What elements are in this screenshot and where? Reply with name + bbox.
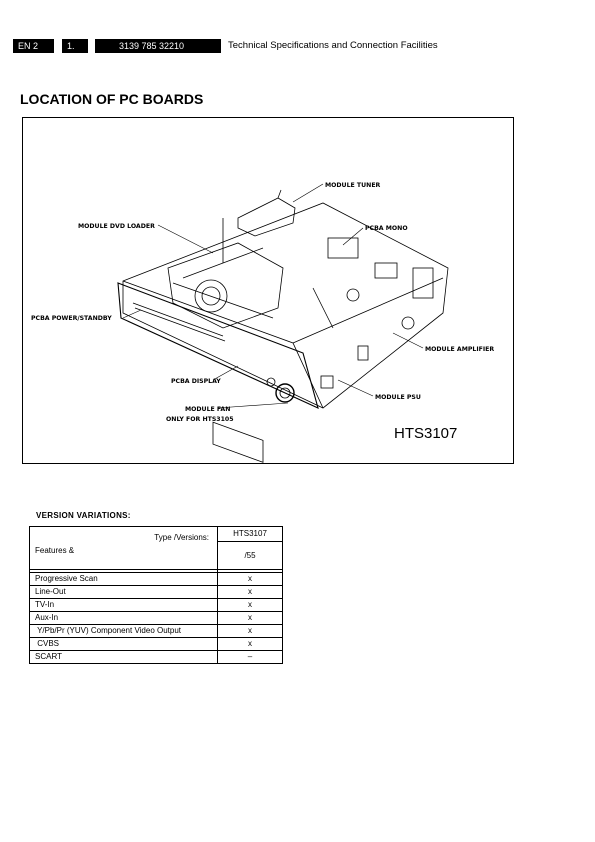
feature-cell: Aux-In bbox=[30, 612, 218, 625]
page-title: LOCATION OF PC BOARDS bbox=[20, 91, 204, 107]
features-header-cell bbox=[30, 527, 218, 570]
psu-part-2 bbox=[321, 376, 333, 388]
callout-pcba-display: PCBA DISPLAY bbox=[171, 378, 221, 385]
features-label: Features & bbox=[35, 546, 75, 555]
value-cell: x bbox=[218, 599, 283, 612]
callout-module-fan: MODULE FAN bbox=[185, 406, 231, 413]
value-cell: x bbox=[218, 612, 283, 625]
mono-connector bbox=[328, 238, 358, 258]
version-variations-table bbox=[29, 526, 283, 664]
feature-cell: SCART bbox=[30, 651, 218, 664]
loader-rail bbox=[173, 283, 273, 318]
model-label: HTS3107 bbox=[394, 425, 458, 442]
header-docnumber-box bbox=[95, 39, 221, 53]
table-row bbox=[30, 612, 283, 625]
rear-connector bbox=[375, 263, 397, 278]
pc-boards-figure bbox=[22, 117, 514, 464]
callout-module-fan-note: ONLY FOR HTS3105 bbox=[166, 416, 234, 423]
model-header-cell: HTS3107 bbox=[218, 527, 283, 542]
table-row bbox=[30, 638, 283, 651]
callout-module-psu: MODULE PSU bbox=[375, 394, 421, 401]
feature-cell: Line-Out bbox=[30, 586, 218, 599]
header-doc-number: 3139 785 32210 bbox=[119, 41, 185, 51]
rear-jacks bbox=[413, 268, 433, 298]
value-cell: – bbox=[218, 651, 283, 664]
chassis-drawing bbox=[23, 118, 514, 464]
table-header-row bbox=[30, 527, 283, 542]
feature-cell: Y/Pb/Pr (YUV) Component Video Output bbox=[30, 625, 218, 638]
psu-part bbox=[358, 346, 368, 360]
table-row bbox=[30, 573, 283, 586]
table-row bbox=[30, 651, 283, 664]
header-title: Technical Specifications and Connection Facilities bbox=[228, 40, 438, 51]
table-row bbox=[30, 586, 283, 599]
value-cell: x bbox=[218, 573, 283, 586]
spring bbox=[313, 288, 333, 328]
version-header-cell: /55 bbox=[218, 542, 283, 570]
display-window bbox=[213, 422, 263, 462]
callout-module-tuner: MODULE TUNER bbox=[325, 182, 381, 189]
callout-pcba-power-standby: PCBA POWER/STANDBY bbox=[31, 315, 112, 322]
front-slot bbox=[133, 303, 223, 336]
type-versions-label: Type /Versions: bbox=[154, 533, 209, 542]
table-row bbox=[30, 625, 283, 638]
header-section: EN 2 bbox=[18, 41, 39, 51]
header-chapter: 1. bbox=[67, 41, 75, 51]
feature-cell: CVBS bbox=[30, 638, 218, 651]
header-chapter-box bbox=[62, 39, 88, 53]
callout-pcba-mono: PCBA MONO bbox=[365, 225, 408, 232]
feature-cell: TV-In bbox=[30, 599, 218, 612]
callout-module-amplifier: MODULE AMPLIFIER bbox=[425, 346, 495, 353]
feature-cell: Progressive Scan bbox=[30, 573, 218, 586]
version-variations-title: VERSION VARIATIONS: bbox=[36, 511, 131, 520]
screw-1 bbox=[347, 289, 359, 301]
tuner-pin bbox=[278, 190, 281, 198]
header-section-box bbox=[13, 39, 54, 53]
table-row bbox=[30, 599, 283, 612]
value-cell: x bbox=[218, 586, 283, 599]
value-cell: x bbox=[218, 638, 283, 651]
chassis-top-edge bbox=[293, 278, 443, 343]
callout-module-dvd-loader: MODULE DVD LOADER bbox=[78, 223, 155, 230]
screw-2 bbox=[402, 317, 414, 329]
value-cell: x bbox=[218, 625, 283, 638]
